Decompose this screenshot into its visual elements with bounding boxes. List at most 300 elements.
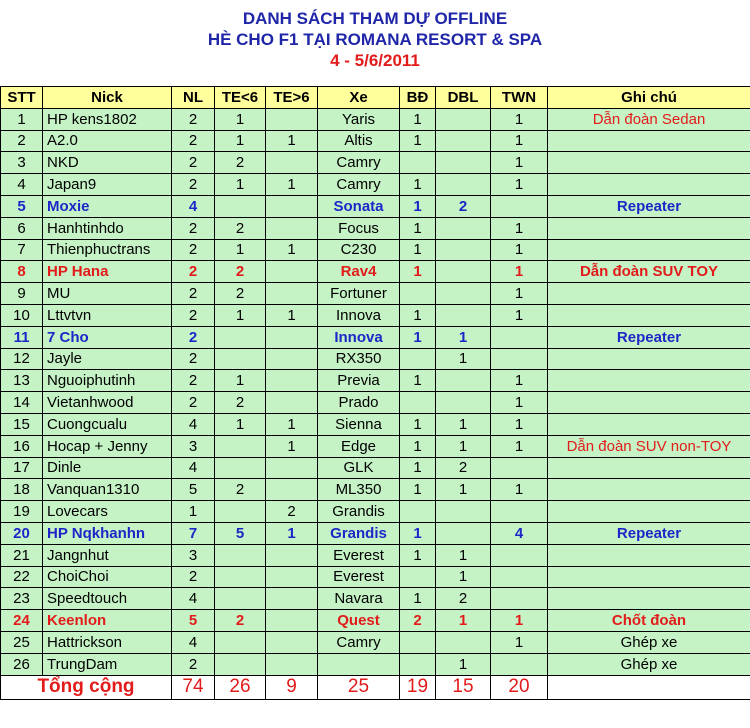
cell-nick: Dinle — [43, 457, 172, 479]
cell-nl: 4 — [172, 457, 215, 479]
total-label: Tổng cộng — [1, 675, 172, 699]
cell-xe: Everest — [318, 544, 400, 566]
cell-te-over-6 — [266, 588, 318, 610]
cell-bd — [400, 566, 436, 588]
cell-te-over-6: 2 — [266, 501, 318, 523]
cell-te-under-6 — [215, 195, 266, 217]
cell-te-under-6: 1 — [215, 370, 266, 392]
cell-twn: 1 — [491, 283, 548, 305]
total-row — [1, 675, 750, 699]
cell-bd: 2 — [400, 610, 436, 632]
cell-nick: TrungDam — [43, 653, 172, 675]
total-nl: 74 — [172, 675, 215, 699]
cell-twn: 1 — [491, 413, 548, 435]
cell-bd — [400, 152, 436, 174]
table-row — [1, 217, 750, 239]
cell-bd: 1 — [400, 370, 436, 392]
cell-twn: 4 — [491, 522, 548, 544]
cell-nl: 2 — [172, 348, 215, 370]
cell-ghi-chu — [548, 413, 750, 435]
cell-bd: 1 — [400, 108, 436, 130]
cell-dbl: 1 — [436, 348, 491, 370]
cell-twn: 1 — [491, 174, 548, 196]
cell-ghi-chu — [548, 130, 750, 152]
cell-nick: HP kens1802 — [43, 108, 172, 130]
col-header-stt: STT — [1, 87, 43, 109]
cell-ghi-chu — [548, 457, 750, 479]
table-row — [1, 479, 750, 501]
title-line-2: HÈ CHO F1 TẠI ROMANA RESORT & SPA — [207, 30, 543, 49]
cell-nl: 2 — [172, 283, 215, 305]
cell-te-under-6: 1 — [215, 108, 266, 130]
cell-ghi-chu — [548, 370, 750, 392]
cell-twn — [491, 566, 548, 588]
table-row — [1, 348, 750, 370]
cell-xe: Sienna — [318, 413, 400, 435]
table-row — [1, 544, 750, 566]
cell-xe: RX350 — [318, 348, 400, 370]
cell-xe: Camry — [318, 174, 400, 196]
cell-xe: Focus — [318, 217, 400, 239]
cell-nl: 2 — [172, 108, 215, 130]
cell-dbl: 1 — [436, 479, 491, 501]
cell-nl: 2 — [172, 326, 215, 348]
cell-te-under-6: 1 — [215, 304, 266, 326]
cell-dbl — [436, 130, 491, 152]
cell-te-under-6: 2 — [215, 261, 266, 283]
cell-twn — [491, 326, 548, 348]
cell-twn: 1 — [491, 108, 548, 130]
cell-bd: 1 — [400, 326, 436, 348]
cell-nick: Jangnhut — [43, 544, 172, 566]
cell-xe: Edge — [318, 435, 400, 457]
table-row — [1, 195, 750, 217]
cell-bd: 1 — [400, 435, 436, 457]
cell-te-over-6 — [266, 653, 318, 675]
cell-twn — [491, 501, 548, 523]
cell-stt: 4 — [1, 174, 43, 196]
cell-xe: Innova — [318, 326, 400, 348]
cell-te-over-6 — [266, 392, 318, 414]
table-row — [1, 631, 750, 653]
table-row — [1, 522, 750, 544]
title-line-1: DANH SÁCH THAM DỰ OFFLINE — [242, 9, 508, 28]
cell-nick: Nguoiphutinh — [43, 370, 172, 392]
cell-dbl — [436, 370, 491, 392]
cell-bd: 1 — [400, 195, 436, 217]
cell-twn: 1 — [491, 631, 548, 653]
cell-xe: Altis — [318, 130, 400, 152]
cell-nl: 2 — [172, 304, 215, 326]
cell-ghi-chu — [548, 348, 750, 370]
cell-te-under-6: 2 — [215, 283, 266, 305]
cell-xe: Fortuner — [318, 283, 400, 305]
cell-stt: 22 — [1, 566, 43, 588]
cell-nl: 4 — [172, 631, 215, 653]
cell-twn — [491, 195, 548, 217]
cell-nick: HP Nqkhanhn — [43, 522, 172, 544]
cell-nl: 3 — [172, 435, 215, 457]
cell-stt: 9 — [1, 283, 43, 305]
cell-stt: 3 — [1, 152, 43, 174]
total-bd: 19 — [400, 675, 436, 699]
title-block — [0, 0, 750, 84]
cell-te-over-6 — [266, 370, 318, 392]
cell-nick: MU — [43, 283, 172, 305]
cell-dbl — [436, 392, 491, 414]
table-row — [1, 566, 750, 588]
cell-nick: Lttvtvn — [43, 304, 172, 326]
cell-ghi-chu — [548, 174, 750, 196]
cell-nl: 4 — [172, 195, 215, 217]
cell-te-over-6: 1 — [266, 435, 318, 457]
cell-nl: 7 — [172, 522, 215, 544]
cell-bd: 1 — [400, 174, 436, 196]
cell-te-under-6 — [215, 544, 266, 566]
cell-stt: 10 — [1, 304, 43, 326]
cell-bd: 1 — [400, 239, 436, 261]
cell-twn: 1 — [491, 130, 548, 152]
cell-xe: Navara — [318, 588, 400, 610]
cell-stt: 21 — [1, 544, 43, 566]
table-row — [1, 174, 750, 196]
total-te-under-6: 26 — [215, 675, 266, 699]
col-header-twn: TWN — [491, 87, 548, 109]
cell-nick: Vanquan1310 — [43, 479, 172, 501]
cell-stt: 8 — [1, 261, 43, 283]
cell-twn: 1 — [491, 479, 548, 501]
cell-stt: 16 — [1, 435, 43, 457]
cell-bd — [400, 392, 436, 414]
cell-nl: 5 — [172, 479, 215, 501]
cell-nl: 2 — [172, 653, 215, 675]
cell-stt: 18 — [1, 479, 43, 501]
cell-stt: 6 — [1, 217, 43, 239]
cell-dbl — [436, 261, 491, 283]
cell-ghi-chu — [548, 152, 750, 174]
cell-stt: 2 — [1, 130, 43, 152]
cell-te-over-6 — [266, 261, 318, 283]
cell-stt: 1 — [1, 108, 43, 130]
cell-twn: 1 — [491, 610, 548, 632]
cell-ghi-chu: Repeater — [548, 195, 750, 217]
total-ghi-chu — [548, 675, 750, 699]
cell-ghi-chu — [548, 239, 750, 261]
cell-te-over-6 — [266, 457, 318, 479]
cell-nl: 2 — [172, 370, 215, 392]
cell-stt: 24 — [1, 610, 43, 632]
cell-xe: Sonata — [318, 195, 400, 217]
cell-nl: 1 — [172, 501, 215, 523]
cell-dbl: 1 — [436, 566, 491, 588]
header-row — [1, 87, 750, 109]
total-te-over-6: 9 — [266, 675, 318, 699]
cell-twn: 1 — [491, 261, 548, 283]
cell-te-over-6: 1 — [266, 174, 318, 196]
table-row — [1, 239, 750, 261]
table-row — [1, 413, 750, 435]
cell-nick: NKD — [43, 152, 172, 174]
cell-stt: 14 — [1, 392, 43, 414]
cell-ghi-chu: Repeater — [548, 326, 750, 348]
cell-bd: 1 — [400, 413, 436, 435]
cell-nick: Vietanhwood — [43, 392, 172, 414]
cell-nick: Keenlon — [43, 610, 172, 632]
cell-xe: Grandis — [318, 522, 400, 544]
cell-xe: Prado — [318, 392, 400, 414]
cell-te-over-6: 1 — [266, 130, 318, 152]
cell-dbl: 1 — [436, 610, 491, 632]
cell-te-under-6 — [215, 653, 266, 675]
cell-te-under-6: 2 — [215, 610, 266, 632]
cell-nl: 2 — [172, 217, 215, 239]
table-row — [1, 304, 750, 326]
total-twn: 20 — [491, 675, 548, 699]
cell-ghi-chu — [548, 544, 750, 566]
table-row — [1, 435, 750, 457]
cell-twn: 1 — [491, 392, 548, 414]
cell-te-over-6 — [266, 610, 318, 632]
cell-stt: 25 — [1, 631, 43, 653]
table-row — [1, 370, 750, 392]
cell-dbl — [436, 501, 491, 523]
cell-nick: A2.0 — [43, 130, 172, 152]
cell-ghi-chu — [548, 566, 750, 588]
cell-te-over-6 — [266, 217, 318, 239]
cell-nl: 3 — [172, 544, 215, 566]
cell-dbl: 1 — [436, 435, 491, 457]
cell-xe: GLK — [318, 457, 400, 479]
total-dbl: 15 — [436, 675, 491, 699]
cell-nick: Jayle — [43, 348, 172, 370]
cell-twn — [491, 653, 548, 675]
cell-ghi-chu: Ghép xe — [548, 653, 750, 675]
cell-nick: Moxie — [43, 195, 172, 217]
cell-te-over-6 — [266, 348, 318, 370]
table-row — [1, 152, 750, 174]
cell-te-under-6: 5 — [215, 522, 266, 544]
table-row — [1, 653, 750, 675]
table-row — [1, 261, 750, 283]
cell-te-under-6 — [215, 588, 266, 610]
cell-nick: Cuongcualu — [43, 413, 172, 435]
cell-te-over-6 — [266, 152, 318, 174]
cell-ghi-chu: Chốt đoàn — [548, 610, 750, 632]
cell-nick: Speedtouch — [43, 588, 172, 610]
total-xe: 25 — [318, 675, 400, 699]
cell-te-over-6 — [266, 544, 318, 566]
cell-stt: 12 — [1, 348, 43, 370]
cell-te-under-6 — [215, 457, 266, 479]
cell-stt: 7 — [1, 239, 43, 261]
table-row — [1, 326, 750, 348]
col-header-te-over-6: TE>6 — [266, 87, 318, 109]
cell-ghi-chu — [548, 217, 750, 239]
cell-twn — [491, 588, 548, 610]
cell-dbl: 2 — [436, 588, 491, 610]
cell-dbl — [436, 217, 491, 239]
cell-nick: Hocap + Jenny — [43, 435, 172, 457]
cell-twn: 1 — [491, 217, 548, 239]
cell-ghi-chu — [548, 392, 750, 414]
cell-twn — [491, 457, 548, 479]
cell-te-over-6 — [266, 631, 318, 653]
cell-xe — [318, 653, 400, 675]
cell-bd: 1 — [400, 261, 436, 283]
table-row — [1, 610, 750, 632]
cell-te-under-6: 1 — [215, 239, 266, 261]
cell-te-under-6: 2 — [215, 392, 266, 414]
cell-nl: 2 — [172, 239, 215, 261]
cell-twn — [491, 544, 548, 566]
cell-bd: 1 — [400, 479, 436, 501]
cell-stt: 23 — [1, 588, 43, 610]
cell-stt: 13 — [1, 370, 43, 392]
cell-nl: 2 — [172, 392, 215, 414]
cell-ghi-chu — [548, 304, 750, 326]
cell-xe: Camry — [318, 631, 400, 653]
cell-te-over-6: 1 — [266, 304, 318, 326]
cell-te-under-6 — [215, 566, 266, 588]
cell-dbl: 2 — [436, 195, 491, 217]
table-row — [1, 108, 750, 130]
attendee-table — [0, 86, 750, 700]
cell-stt: 15 — [1, 413, 43, 435]
cell-bd — [400, 283, 436, 305]
cell-te-under-6: 1 — [215, 413, 266, 435]
cell-xe: Yaris — [318, 108, 400, 130]
cell-bd — [400, 653, 436, 675]
cell-xe: ML350 — [318, 479, 400, 501]
cell-bd: 1 — [400, 217, 436, 239]
cell-xe: Everest — [318, 566, 400, 588]
table-row — [1, 501, 750, 523]
cell-te-under-6 — [215, 326, 266, 348]
cell-dbl: 2 — [436, 457, 491, 479]
cell-stt: 19 — [1, 501, 43, 523]
cell-dbl: 1 — [436, 544, 491, 566]
cell-xe: C230 — [318, 239, 400, 261]
cell-xe: Innova — [318, 304, 400, 326]
cell-dbl: 1 — [436, 413, 491, 435]
cell-stt: 5 — [1, 195, 43, 217]
table-row — [1, 283, 750, 305]
cell-dbl — [436, 239, 491, 261]
cell-bd: 1 — [400, 588, 436, 610]
cell-stt: 26 — [1, 653, 43, 675]
table-row — [1, 588, 750, 610]
cell-te-under-6 — [215, 435, 266, 457]
cell-te-under-6 — [215, 348, 266, 370]
cell-bd: 1 — [400, 522, 436, 544]
cell-xe: Camry — [318, 152, 400, 174]
cell-bd — [400, 631, 436, 653]
cell-dbl: 1 — [436, 326, 491, 348]
cell-twn: 1 — [491, 239, 548, 261]
cell-bd — [400, 348, 436, 370]
cell-dbl — [436, 283, 491, 305]
cell-bd: 1 — [400, 130, 436, 152]
cell-te-over-6 — [266, 566, 318, 588]
cell-bd: 1 — [400, 304, 436, 326]
cell-dbl — [436, 304, 491, 326]
cell-te-over-6 — [266, 283, 318, 305]
cell-dbl: 1 — [436, 653, 491, 675]
cell-dbl — [436, 108, 491, 130]
cell-twn: 1 — [491, 435, 548, 457]
cell-te-under-6: 1 — [215, 130, 266, 152]
cell-te-over-6: 1 — [266, 413, 318, 435]
cell-bd: 1 — [400, 457, 436, 479]
cell-te-under-6 — [215, 631, 266, 653]
cell-nl: 2 — [172, 261, 215, 283]
cell-twn: 1 — [491, 304, 548, 326]
cell-nl: 2 — [172, 152, 215, 174]
cell-dbl — [436, 152, 491, 174]
cell-nl: 5 — [172, 610, 215, 632]
cell-stt: 20 — [1, 522, 43, 544]
cell-stt: 11 — [1, 326, 43, 348]
table-row — [1, 130, 750, 152]
cell-nick: Hattrickson — [43, 631, 172, 653]
cell-nick: Japan9 — [43, 174, 172, 196]
cell-ghi-chu: Repeater — [548, 522, 750, 544]
cell-dbl — [436, 522, 491, 544]
cell-nick: Lovecars — [43, 501, 172, 523]
event-date: 4 - 5/6/2011 — [330, 51, 420, 70]
cell-nick: 7 Cho — [43, 326, 172, 348]
cell-stt: 17 — [1, 457, 43, 479]
cell-te-under-6: 2 — [215, 217, 266, 239]
cell-te-over-6: 1 — [266, 522, 318, 544]
cell-dbl — [436, 631, 491, 653]
col-header-te-under-6: TE<6 — [215, 87, 266, 109]
cell-nick: HP Hana — [43, 261, 172, 283]
cell-te-under-6 — [215, 501, 266, 523]
cell-ghi-chu — [548, 588, 750, 610]
cell-xe: Quest — [318, 610, 400, 632]
table-row — [1, 392, 750, 414]
cell-bd — [400, 501, 436, 523]
cell-twn: 1 — [491, 370, 548, 392]
cell-nick: ChoiChoi — [43, 566, 172, 588]
cell-xe: Rav4 — [318, 261, 400, 283]
cell-nick: Thienphuctrans — [43, 239, 172, 261]
cell-bd: 1 — [400, 544, 436, 566]
cell-te-over-6 — [266, 479, 318, 501]
col-header-ghi-chu: Ghi chú — [548, 87, 750, 109]
cell-ghi-chu: Dẫn đoàn SUV non-TOY — [548, 435, 750, 457]
col-header-nick: Nick — [43, 87, 172, 109]
cell-te-under-6: 2 — [215, 479, 266, 501]
cell-nl: 2 — [172, 174, 215, 196]
cell-te-under-6: 1 — [215, 174, 266, 196]
cell-te-under-6: 2 — [215, 152, 266, 174]
cell-nl: 2 — [172, 566, 215, 588]
cell-twn: 1 — [491, 152, 548, 174]
cell-nl: 4 — [172, 588, 215, 610]
cell-te-over-6 — [266, 195, 318, 217]
cell-xe: Previa — [318, 370, 400, 392]
cell-nick: Hanhtinhdo — [43, 217, 172, 239]
cell-ghi-chu — [548, 283, 750, 305]
cell-twn — [491, 348, 548, 370]
cell-ghi-chu: Dẫn đoàn Sedan — [548, 108, 750, 130]
cell-xe: Grandis — [318, 501, 400, 523]
cell-te-over-6 — [266, 326, 318, 348]
cell-ghi-chu: Dẫn đoàn SUV TOY — [548, 261, 750, 283]
col-header-dbl: DBL — [436, 87, 491, 109]
